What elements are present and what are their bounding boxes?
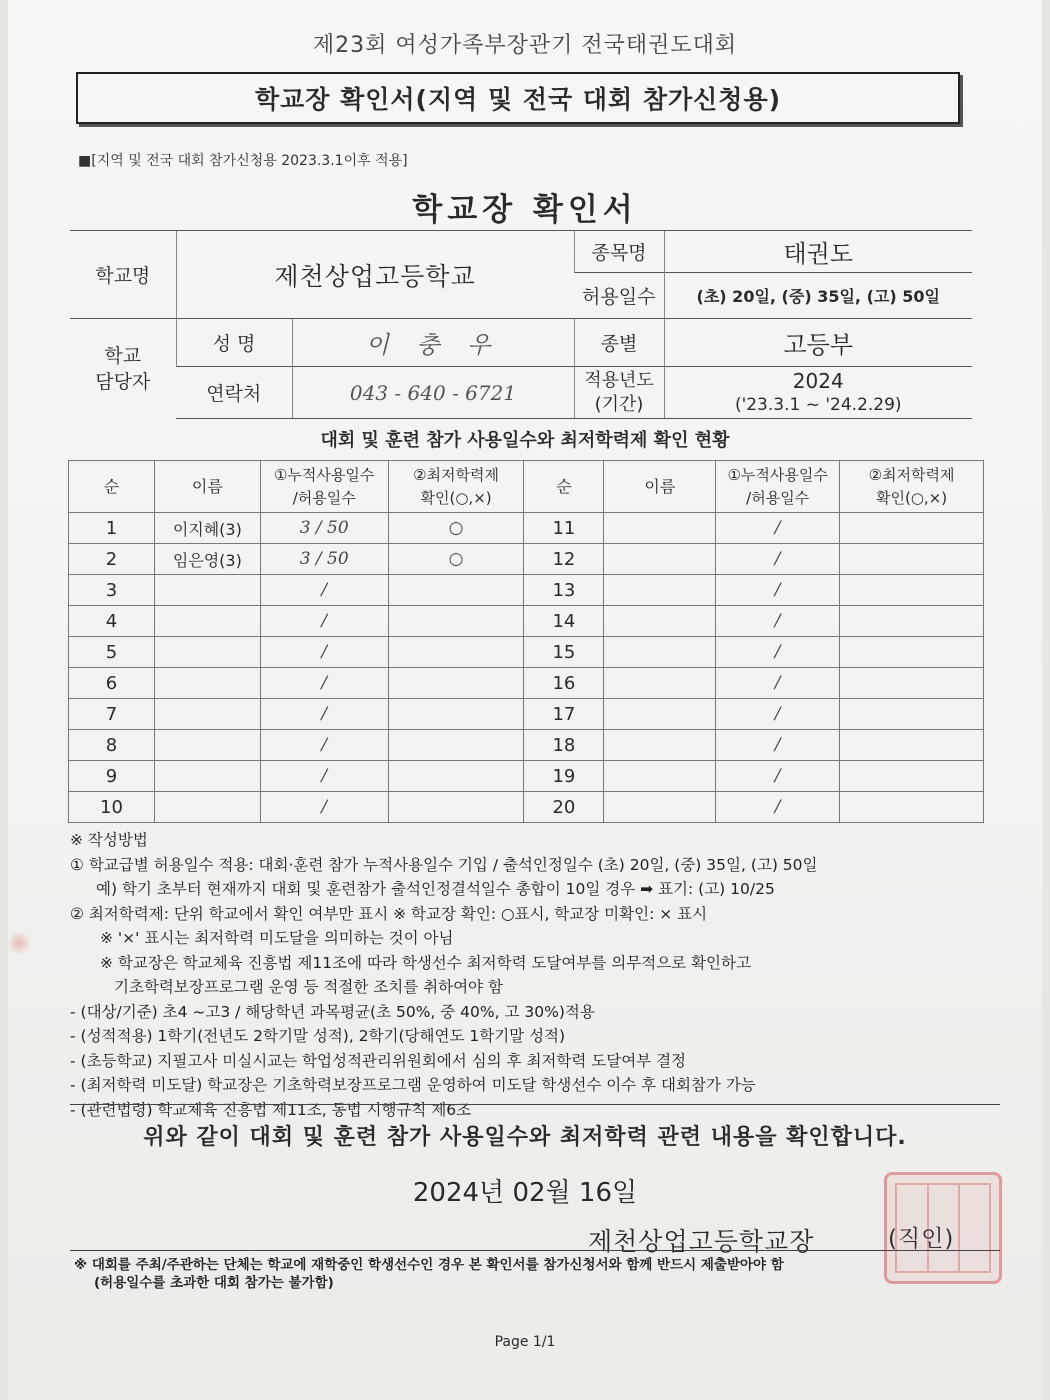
used-days: 3 / 50 bbox=[260, 544, 388, 575]
usage-table bbox=[68, 460, 984, 823]
min-grade-check bbox=[840, 606, 984, 637]
student-name bbox=[154, 668, 260, 699]
instruction-line: - (대상/기준) 초4 ~고3 / 해당학년 과목평균(초 50%, 중 40%, 고 30%)적용 bbox=[70, 1002, 595, 1021]
row-number: 20 bbox=[524, 792, 604, 823]
student-name bbox=[154, 606, 260, 637]
student-name bbox=[154, 637, 260, 668]
row-number: 3 bbox=[69, 575, 155, 606]
header-no-2: 순 bbox=[524, 461, 604, 513]
instruction-line: - (초등학교) 지필고사 미실시교는 학업성적관리위원회에서 심의 후 최저학력 도달여부 결정 bbox=[70, 1051, 687, 1070]
min-grade-check bbox=[388, 668, 524, 699]
min-grade-check: ○ bbox=[388, 513, 524, 544]
used-days: / bbox=[260, 730, 388, 761]
used-days: / bbox=[260, 606, 388, 637]
principal-title: 제천상업고등학교장 bbox=[588, 1227, 815, 1256]
min-grade-check bbox=[840, 668, 984, 699]
min-grade-check bbox=[388, 730, 524, 761]
used-days: / bbox=[716, 699, 840, 730]
used-days: / bbox=[716, 513, 840, 544]
min-grade-check bbox=[388, 575, 524, 606]
student-name bbox=[604, 575, 716, 606]
used-days: / bbox=[716, 606, 840, 637]
header-name: 이름 bbox=[154, 461, 260, 513]
instruction-line: - (성적적용) 1학기(전년도 2학기말 성적), 2학기(당해연도 1학기말 성적) bbox=[70, 1027, 566, 1045]
student-name bbox=[604, 699, 716, 730]
table-row bbox=[69, 730, 984, 761]
student-name bbox=[604, 730, 716, 761]
student-name bbox=[604, 544, 716, 575]
document-page bbox=[8, 0, 1042, 1400]
instructions bbox=[70, 828, 1000, 1122]
contact-value: 043 - 640 - 6721 bbox=[292, 367, 574, 419]
period-value: ('23.3.1 ~ '24.2.29) bbox=[734, 394, 902, 415]
min-grade-check bbox=[388, 699, 524, 730]
student-name bbox=[154, 792, 260, 823]
divider bbox=[70, 1250, 1000, 1251]
document-title-box bbox=[76, 72, 960, 124]
confirmation-statement: 위와 같이 대회 및 훈련 참가 사용일수와 최저학력 관련 내용을 확인합니다. bbox=[143, 1125, 907, 1150]
ink-smudge bbox=[8, 930, 30, 956]
page-number: Page 1/1 bbox=[494, 1334, 556, 1350]
table-row bbox=[69, 761, 984, 792]
used-days: / bbox=[716, 761, 840, 792]
min-grade-check bbox=[388, 792, 524, 823]
category-label: 종별 bbox=[574, 319, 664, 367]
row-number: 9 bbox=[69, 761, 155, 792]
stamp-label: (직인) bbox=[888, 1226, 955, 1252]
min-grade-check bbox=[840, 544, 984, 575]
school-info-table bbox=[70, 230, 972, 419]
row-number: 5 bbox=[69, 637, 155, 668]
student-name bbox=[154, 761, 260, 792]
row-number: 2 bbox=[69, 544, 155, 575]
event-title: 제23회 여성가족부장관기 전국태권도대회 bbox=[312, 33, 738, 58]
contact-label: 연락처 bbox=[176, 367, 292, 419]
instruction-line: 예) 학기 초부터 현재까지 대회 및 훈련참가 출석인정결석일수 총합이 10일 경우 ➡ 표기: (고) 10/25 bbox=[96, 880, 775, 898]
row-number: 8 bbox=[69, 730, 155, 761]
min-grade-check bbox=[840, 699, 984, 730]
used-days: / bbox=[260, 761, 388, 792]
row-number: 13 bbox=[524, 575, 604, 606]
instruction-line: 기초학력보장프로그램 운영 등 적절한 조치를 취하여야 함 bbox=[114, 978, 503, 996]
school-label: 학교명 bbox=[70, 231, 176, 319]
student-name bbox=[604, 637, 716, 668]
student-name bbox=[154, 575, 260, 606]
min-grade-check bbox=[840, 730, 984, 761]
row-number: 14 bbox=[524, 606, 604, 637]
header-days: ①누적사용일수 /허용일수 bbox=[260, 461, 388, 513]
min-grade-check bbox=[388, 761, 524, 792]
row-number: 10 bbox=[69, 792, 155, 823]
allowed-days-label: 허용일수 bbox=[574, 273, 664, 319]
footnote bbox=[74, 1256, 1014, 1292]
used-days: / bbox=[260, 792, 388, 823]
row-number: 11 bbox=[524, 513, 604, 544]
table-row bbox=[69, 575, 984, 606]
name-label: 성 명 bbox=[176, 319, 292, 367]
event-name: 태권도 bbox=[664, 231, 972, 273]
row-number: 19 bbox=[524, 761, 604, 792]
min-grade-check bbox=[840, 637, 984, 668]
instruction-line: - (관련법령) 학교체육 진흥법 제11조, 동법 시행규칙 제6조 bbox=[70, 1100, 472, 1119]
divider bbox=[70, 1104, 1000, 1105]
main-title: 학교장 확인서 bbox=[412, 192, 638, 228]
student-name: 이지혜(3) bbox=[154, 513, 260, 544]
instruction-line: - (최저학력 미도달) 학교장은 기초학력보장프로그램 운영하여 미도달 학생선수 이수 후 대회참가 가능 bbox=[70, 1076, 756, 1094]
year-value: 2024 bbox=[792, 368, 844, 393]
row-number: 1 bbox=[69, 513, 155, 544]
student-name: 임은영(3) bbox=[154, 544, 260, 575]
allowed-days-value: (초) 20일, (중) 35일, (고) 50일 bbox=[664, 273, 972, 319]
used-days: / bbox=[716, 544, 840, 575]
min-grade-check bbox=[388, 637, 524, 668]
year-cell bbox=[664, 367, 972, 419]
min-grade-check bbox=[840, 761, 984, 792]
table-row bbox=[69, 544, 984, 575]
min-grade-check bbox=[840, 575, 984, 606]
header-name-2: 이름 bbox=[604, 461, 716, 513]
table-row bbox=[69, 513, 984, 544]
used-days: 3 / 50 bbox=[260, 513, 388, 544]
issue-date: 2024년 02월 16일 bbox=[412, 1178, 638, 1208]
row-number: 17 bbox=[524, 699, 604, 730]
used-days: / bbox=[716, 730, 840, 761]
student-name bbox=[604, 761, 716, 792]
student-name bbox=[604, 792, 716, 823]
usage-section-title: 대회 및 훈련 참가 사용일수와 최저학력제 확인 현황 bbox=[320, 430, 730, 451]
application-note: ■[지역 및 전국 대회 참가신청용 2023.3.1이후 적용] bbox=[78, 153, 408, 169]
min-grade-check bbox=[388, 606, 524, 637]
instruction-line: ※ '×' 표시는 최저학력 미도달을 의미하는 것이 아님 bbox=[100, 929, 454, 947]
instruction-line: ② 최저학력제: 단위 학교에서 확인 여부만 표시 ※ 학교장 확인: ○표시, 학교장 미확인: × 표시 bbox=[70, 904, 708, 923]
min-grade-check: ○ bbox=[388, 544, 524, 575]
student-name bbox=[604, 513, 716, 544]
event-label: 종목명 bbox=[574, 231, 664, 273]
row-number: 12 bbox=[524, 544, 604, 575]
row-number: 7 bbox=[69, 699, 155, 730]
instruction-line: ※ 학교장은 학교체육 진흥법 제11조에 따라 학생선수 최저학력 도달여부를 의무적으로 확인하고 bbox=[100, 953, 751, 972]
manager-label: 학교 담당자 bbox=[70, 319, 176, 419]
header-no: 순 bbox=[69, 461, 155, 513]
table-row bbox=[69, 637, 984, 668]
table-row bbox=[69, 606, 984, 637]
usage-table-body bbox=[69, 513, 984, 823]
category-value: 고등부 bbox=[664, 319, 972, 367]
used-days: / bbox=[260, 699, 388, 730]
manager-name: 이 충 우 bbox=[292, 319, 574, 367]
document-title: 학교장 확인서(지역 및 전국 대회 참가신청용) bbox=[254, 85, 782, 114]
min-grade-check bbox=[840, 792, 984, 823]
row-number: 6 bbox=[69, 668, 155, 699]
year-label: 적용년도 (기간) bbox=[574, 367, 664, 419]
used-days: / bbox=[716, 792, 840, 823]
table-row bbox=[69, 699, 984, 730]
instruction-line: ① 학교급별 허용일수 적용: 대회·훈련 참가 누적사용일수 기입 / 출석인정일수 (초) 20일, (중) 35일, (고) 50일 bbox=[70, 855, 818, 874]
used-days: / bbox=[260, 575, 388, 606]
student-name bbox=[604, 668, 716, 699]
student-name bbox=[154, 699, 260, 730]
header-days-2: ①누적사용일수 /허용일수 bbox=[716, 461, 840, 513]
row-number: 4 bbox=[69, 606, 155, 637]
used-days: / bbox=[716, 637, 840, 668]
instructions-heading: ※ 작성방법 bbox=[70, 831, 148, 849]
footnote-line-2: (허용일수를 초과한 대회 참가는 불가함) bbox=[94, 1275, 334, 1291]
header-check: ②최저학력제 확인(○,×) bbox=[388, 461, 524, 513]
school-name: 제천상업고등학교 bbox=[176, 231, 574, 319]
row-number: 15 bbox=[524, 637, 604, 668]
footnote-line-1: ※ 대회를 주최/주관하는 단체는 학교에 재학중인 학생선수인 경우 본 확인서를 참가신청서와 함께 반드시 제출받아야 함 bbox=[74, 1257, 784, 1273]
table-row bbox=[69, 792, 984, 823]
used-days: / bbox=[260, 668, 388, 699]
table-row bbox=[69, 668, 984, 699]
student-name bbox=[604, 606, 716, 637]
used-days: / bbox=[260, 637, 388, 668]
row-number: 18 bbox=[524, 730, 604, 761]
header-check-2: ②최저학력제 확인(○,×) bbox=[840, 461, 984, 513]
used-days: / bbox=[716, 575, 840, 606]
used-days: / bbox=[716, 668, 840, 699]
min-grade-check bbox=[840, 513, 984, 544]
student-name bbox=[154, 730, 260, 761]
row-number: 16 bbox=[524, 668, 604, 699]
